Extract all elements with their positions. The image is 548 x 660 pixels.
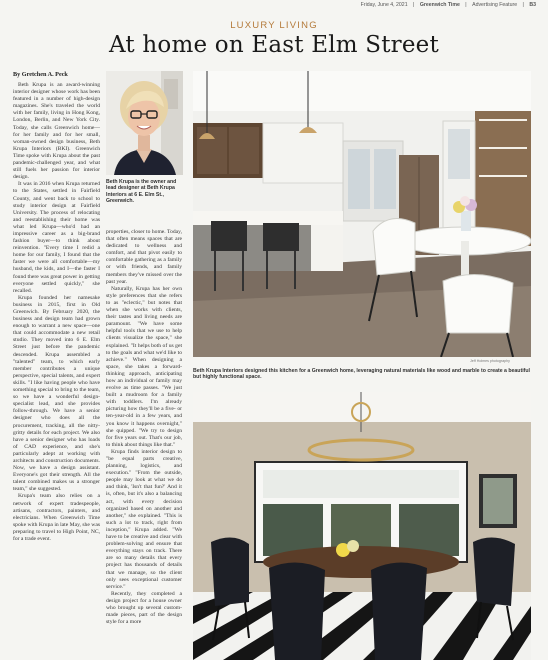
folio-paper: Greenwich Time (419, 2, 460, 8)
article-byline: By Gretchen A. Peck (13, 71, 68, 78)
paragraph: Beth Krupa is an award-winning interior designer whose work has been featured in a number of high-design magazines. She's traveled the world with her family, living in Hong Kong, London, Berlin, and New York City. Today, she calls Greenwich home—for her family and for her small, woman-owned design business, Beth Krupa Interiors (BKI). Greenwich Time spoke with Krupa about the past pandemic-challenged year, and what still fuels her passion for interior design. (13, 82, 100, 181)
headshot-illustration (106, 71, 183, 175)
kitchen-photo (193, 71, 531, 357)
section-kicker: LUXURY LIVING (230, 20, 318, 31)
article-headline: At home on East Elm Street (109, 32, 439, 58)
paragraph: properties, closer to home. Today, that often means spaces that are dedicated to wellness and comfort, and that pivot easily to comfortable gathering as a family or with friends, and family members they've missed over the past year. (106, 229, 182, 285)
paragraph: Naturally, Krupa has her own style preferences that she refers to as "eclectic," but notes that when she works with clients, their tastes and living needs are paramount. "We have some helpful tools that we use to help clients visualize the space," she explained. "It helps both of us get to the goals and what we'd like to achieve." When designing a space, she takes a forward-thinking approach, anticipating how an individual or family may evolve as time passes. "We just built a mudroom for a family with toddlers. I'm already picturing how they'll be a five- or ten-year-old in a few years, and you know it happens overnight," she quipped. "We try to design for five years out. That's our job, to think about things like that." (106, 285, 182, 448)
dining-illustration (193, 392, 531, 660)
paragraph: It was in 2016 when Krupa returned to the States, settled in Fairfield County, and went back to school to study interior design at Fairfield University. The process of relocating and reestablishing their home was what led Krupa—who'd had an impressive career as a big-brand fashion buyer—to think about reinvention. "Every time I redid a home for our family, I found that the faster we were all comfortable—my husband, the kids, and I—the faster I found there was great power in getting everyone settled quickly," she recalled. (13, 181, 100, 294)
designer-headshot-photo (106, 71, 183, 175)
folio-page-number: B3 (529, 2, 536, 8)
dining-room-photo (193, 392, 531, 660)
folio-section: Advertising Feature (472, 2, 518, 8)
paragraph: Krupa finds interior design to "be equal parts creative, planning, logistics, and execution." "From the outside, people may look at what we do and think, 'Isn't that fun?' And it is, often, but it's also a balancing act, with every decision organized based on another and another," she explained. "This is such a lot to track, right from inception," Krupa added. "We have to be creative and clear with problem-solving and ensure that everything stays on track. There are so many details that every project has thousands of details that we manage, so the client only sees exceptional customer service." (106, 448, 182, 590)
article-column-2 (106, 229, 182, 660)
headshot-caption: Beth Krupa is the owner and lead designer at Beth Krupa Interiors at 6 E. Elm St., Greenwich. (106, 179, 177, 205)
kitchen-illustration (193, 71, 531, 357)
kitchen-caption: Beth Krupa Interiors designed this kitchen for a Greenwich home, leveraging natural materials like wood and marble to create a beautiful but highly functional space. (193, 368, 530, 381)
paragraph: Recently, they completed a design project for a house owner who brought up several custom-made pieces, part of the design style for a more (106, 590, 182, 626)
paragraph: Krupa founded her namesake business in 2015, first in Old Greenwich. By February 2020, the business and design team had grown enough to warrant a new space—one that could accommodate a new retail studio. They moved into 6 E. Elm Street just before the pandemic descended. Krupa assembled a "talented" team, to which early member contributes a unique perspective, special talents, and expert skills. "I like having people who have something special to bring to the team, so we have a wonderful design-specialist lead, and she provides follow-through. We have a senior designer who does all the procurement, tracking, all the nitty-gritty details for each project. We also have a senior designer who has loads of CAD experience, and she's particularly adept at working with architects and construction documents. Now, we have a design assistant. Everyone's got their strength. All the talent combined makes us a stronger team," she suggested. (13, 294, 100, 493)
paragraph: Krupa's team also relies on a network of expert tradespeople, artisans, contractors, painters, and electricians. When Greenwich Time spoke with Krupa in late May, she was preparing to travel to High Point, NC, for a trade event. (13, 493, 100, 542)
page-folio: Friday, June 4, 2021 | Greenwich Time | Advertising Feature | B3 (360, 2, 536, 8)
kitchen-photo-credit: Jeff Holmes photography (470, 359, 510, 363)
folio-date: Friday, June 4, 2021 (360, 2, 408, 8)
article-column-1 (13, 82, 100, 660)
